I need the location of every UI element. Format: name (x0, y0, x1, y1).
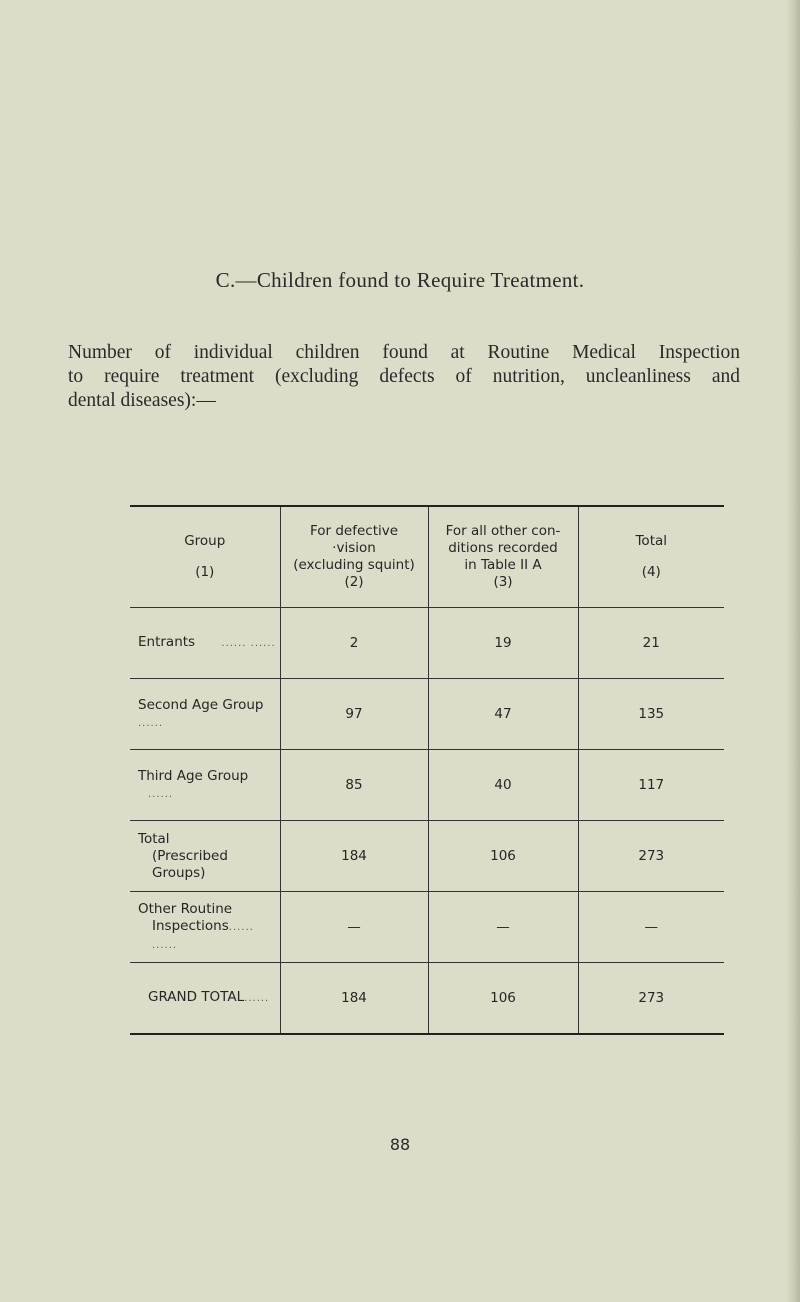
leader-dots: ...... ...... (152, 921, 254, 951)
leader-dots: ...... (148, 788, 174, 800)
row-group-line2: Inspections (152, 917, 229, 934)
row-group-line1: Second Age Group (138, 696, 264, 713)
row-total-value: 21 (578, 608, 724, 679)
page-number: 88 (389, 1135, 411, 1154)
header-total-num: (4) (641, 564, 661, 580)
treatment-table (130, 505, 724, 1035)
header-group-label: Group (184, 533, 226, 549)
row-vision-value: 184 (280, 821, 428, 892)
header-other-line1: For all other con- (445, 523, 561, 539)
row-group-line1: GRAND TOTAL (148, 989, 245, 1005)
row-group (130, 963, 280, 1035)
row-group (130, 679, 280, 750)
intro-paragraph (68, 341, 740, 413)
header-group (130, 506, 280, 608)
row-other-value: 40 (428, 750, 578, 821)
row-other-value: 19 (428, 608, 578, 679)
header-other-line2: ditions recorded (448, 540, 558, 556)
row-total-value: 135 (578, 679, 724, 750)
intro-line-1: Number of individual children found at Routine Medical Inspection (68, 342, 740, 363)
row-group-line1: Third Age Group (138, 767, 249, 784)
row-group-line1: Entrants (138, 634, 196, 650)
row-group (130, 750, 280, 821)
row-vision-value: 2 (280, 608, 428, 679)
header-other (428, 506, 578, 608)
leader-dots: ...... ...... (221, 638, 276, 649)
leader-dots: ...... (244, 993, 270, 1004)
header-total (578, 506, 724, 608)
header-vision-num: (2) (344, 574, 364, 590)
table-row-grand-total (130, 963, 724, 1035)
row-group-line1: Total (138, 830, 170, 847)
table-row-third-age (130, 750, 724, 821)
row-vision-value: 97 (280, 679, 428, 750)
row-group (130, 892, 280, 963)
page-edge-shadow (786, 0, 800, 1302)
header-group-num: (1) (195, 564, 215, 580)
header-vision (280, 506, 428, 608)
leader-dots: ...... (138, 717, 164, 729)
row-other-value: — (428, 892, 578, 963)
row-total-value: 117 (578, 750, 724, 821)
row-total-value: 273 (578, 963, 724, 1035)
header-vision-line1: For defective (309, 523, 399, 539)
section-heading: C.—Children found to Require Treatment. (215, 268, 585, 292)
row-group (130, 821, 280, 892)
row-group-line2-wrap (138, 918, 280, 954)
table-row-entrants (130, 608, 724, 679)
table-header-row (130, 506, 724, 608)
intro-line-2: to require treatment (excluding defects of nutrition, uncleanliness and (68, 366, 740, 387)
row-group-line1: Other Routine (138, 900, 233, 917)
header-other-num: (3) (493, 574, 513, 590)
row-vision-value: 85 (280, 750, 428, 821)
row-vision-value: — (280, 892, 428, 963)
row-other-value: 106 (428, 821, 578, 892)
row-group (130, 608, 280, 679)
row-total-value: — (578, 892, 724, 963)
header-vision-line3: (excluding squint) (293, 557, 415, 573)
header-total-label: Total (635, 533, 668, 549)
table-row-total-prescribed (130, 821, 724, 892)
row-group-line2: (Prescribed Groups) (152, 847, 228, 881)
row-vision-value: 184 (280, 963, 428, 1035)
row-other-value: 47 (428, 679, 578, 750)
row-other-value: 106 (428, 963, 578, 1035)
row-total-value: 273 (578, 821, 724, 892)
header-other-line3: in Table II A (464, 557, 542, 573)
table-row-second-age (130, 679, 724, 750)
intro-line-3: dental diseases):— (68, 390, 216, 411)
table-row-other-routine (130, 892, 724, 963)
header-vision-line2: ·vision (332, 540, 376, 556)
